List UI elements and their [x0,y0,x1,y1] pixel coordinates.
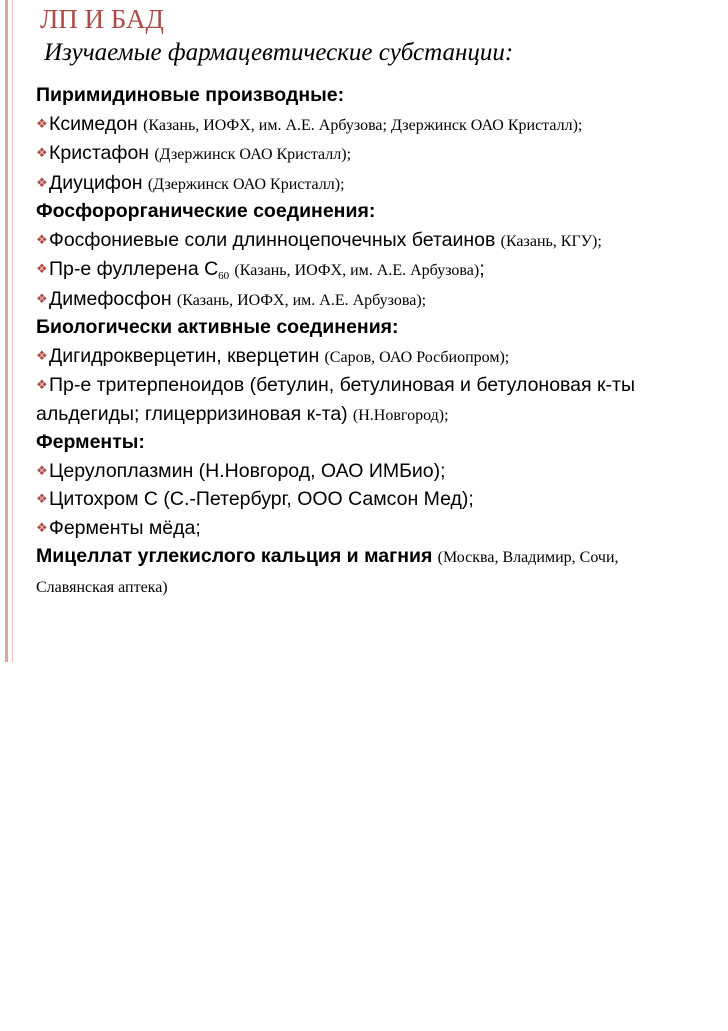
substance-name: Димефосфон [49,287,172,310]
diamond-bullet-icon: ❖ [36,175,48,191]
slide-content [36,82,726,601]
substance-name-continuation: альдегиды; глицерризиновая к-та) [36,402,348,425]
section-heading-bioactive: Биологически активные соединения: [36,316,399,338]
slide-subtitle: Изучаемые фармацевтические субстанции: [44,39,514,66]
list-item [36,514,726,543]
diamond-bullet-icon: ❖ [36,291,48,307]
substance-name: Кристафон [49,142,150,164]
item-suffix: ; [479,258,485,280]
list-item [36,342,726,372]
subscript-60: 60 [218,270,230,282]
substance-name: Ксимедон [49,112,138,135]
substance-name: Ферменты мёда; [49,516,201,539]
substance-name: Дигидрокверцетин, кверцетин [49,344,320,367]
section-heading-organophosphorus: Фосфорорганические соединения: [36,200,376,222]
substance-source-continuation: Славянская аптека) [36,578,168,596]
substance-source: (Н.Новгород); [352,406,449,424]
section-heading-micellate: Мицеллат углекислого кальция и магния [36,545,433,567]
substance-source: (Казань, ИОФХ, им. А.Е. Арбузова); [176,291,427,309]
diamond-bullet-icon: ❖ [36,378,48,393]
substance-name: Цитохром С (С.-Петербург, ООО Самсон Мед); [49,488,474,510]
section-heading-pyrimidine: Пиримидиновые производные: [36,84,345,106]
diamond-bullet-icon: ❖ [36,520,48,536]
list-item [36,255,726,285]
substance-source: (Казань, ИОФХ, им. А.Е. Арбузова; Дзержинск ОАО Кристалл); [143,116,583,134]
diamond-bullet-icon: ❖ [36,492,48,507]
diamond-bullet-icon: ❖ [36,262,48,277]
list-item [36,457,726,486]
diamond-bullet-icon: ❖ [36,116,48,132]
diamond-bullet-icon: ❖ [36,463,48,479]
micellate-line [36,542,726,572]
left-decorative-rule [5,0,8,662]
substance-source: (Москва, Владимир, Сочи, [437,549,619,566]
substance-source: (Саров, ОАО Росбиопром); [324,348,510,366]
list-item [36,285,726,315]
substance-name: Пр-е фуллерена С [49,258,219,280]
left-decorative-rule-thin [12,0,13,662]
substance-name: Церулоплазмин (Н.Новгород, ОАО ИМБио); [49,459,446,482]
diamond-bullet-icon: ❖ [36,232,48,248]
substance-source: (Казань, КГУ); [500,232,602,250]
section-heading-enzymes: Ферменты: [36,431,145,453]
substance-name: Диуцифон [49,171,143,194]
list-item [36,169,726,199]
diamond-bullet-icon: ❖ [36,348,48,364]
list-item [36,226,726,256]
list-item [36,139,726,169]
substance-source: (Казань, ИОФХ, им. А.Е. Арбузова) [234,262,480,279]
list-item [36,485,726,514]
substance-name: Фосфониевые соли длинноцепочечных бетаинов [49,228,496,251]
substance-source: (Дзержинск ОАО Кристалл); [154,146,352,163]
substance-source: (Дзержинск ОАО Кристалл); [147,175,345,193]
diamond-bullet-icon: ❖ [36,146,48,161]
slide-title: ЛП И БАД [40,4,164,34]
substance-name: Пр-е тритерпеноидов (бетулин, бетулиновая и бетулоновая к-ты [49,374,635,396]
list-item-continuation [36,400,726,430]
micellate-continuation [36,572,726,602]
list-item [36,371,726,400]
list-item [36,110,726,140]
